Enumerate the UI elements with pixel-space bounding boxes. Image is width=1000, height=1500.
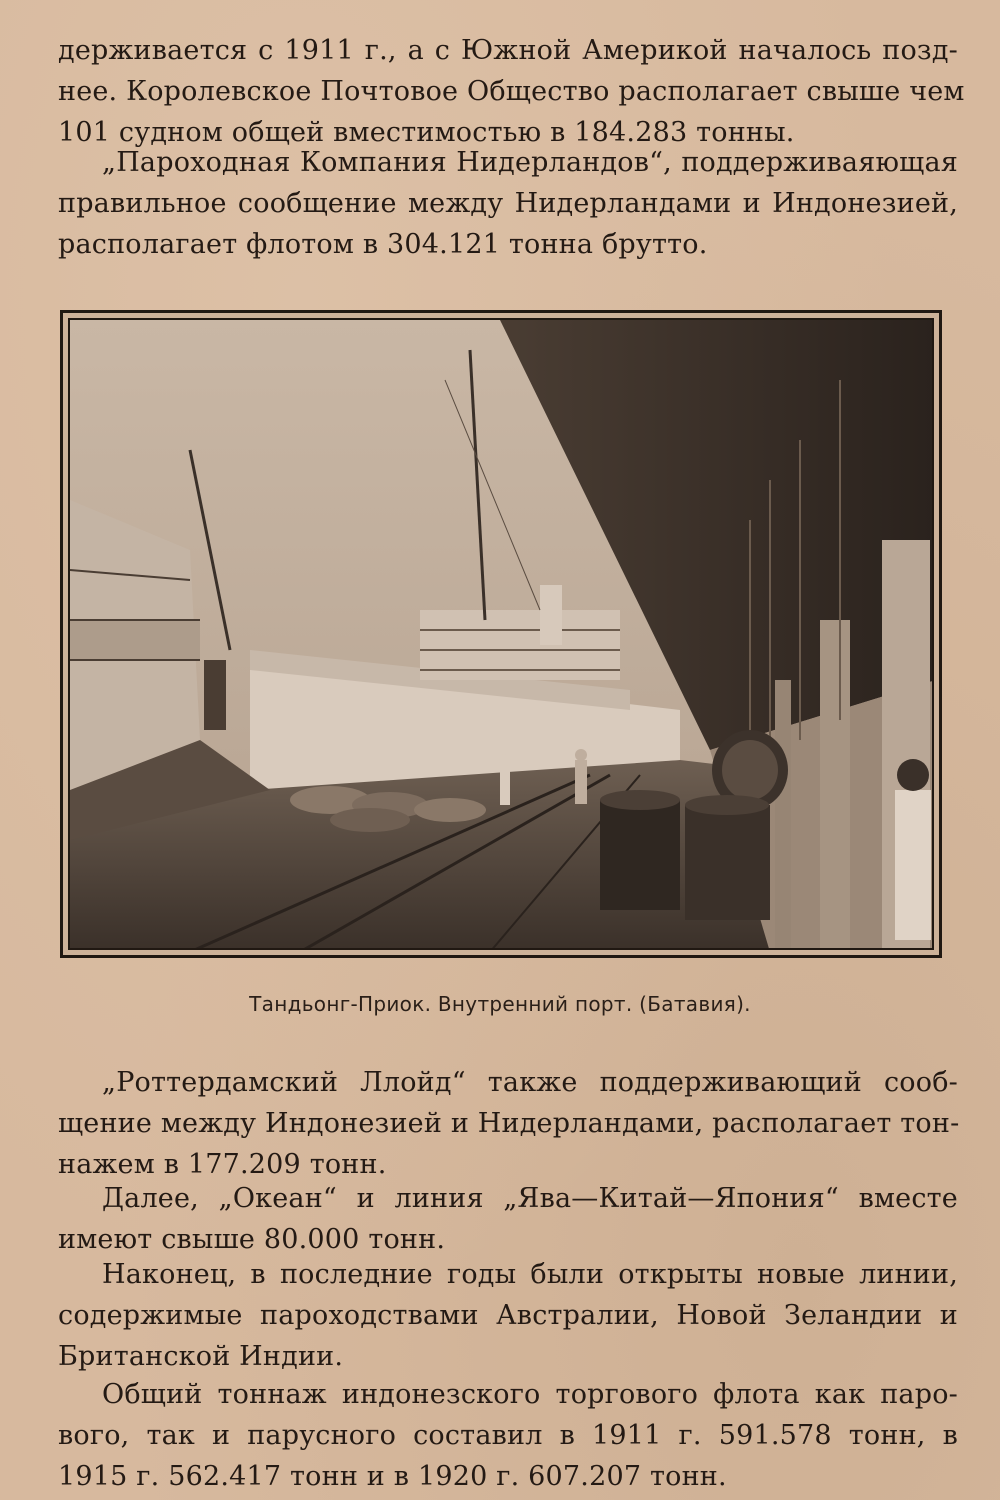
text-line: „Роттердамский Ллойд“ также поддерживающий сооб-	[102, 1067, 958, 1098]
text-line: Британской Индии.	[58, 1341, 344, 1372]
paragraph-new-lines	[58, 1254, 958, 1377]
paragraph-rotterdam-lloyd	[58, 1062, 958, 1185]
text-line: „Пароходная Компания Нидерландов“, поддерживаяющая	[102, 147, 958, 178]
paragraph-ocean-line	[58, 1178, 958, 1260]
text-line: содержимые пароходствами Австралии, Новой Зеландии и	[58, 1300, 958, 1331]
paragraph-netherlands-company	[58, 142, 958, 265]
text-line: держивается с 1911 г., а с Южной Америкой началось позд-	[58, 35, 958, 66]
text-line: располагает флотом в 304.121 тонна брутто.	[58, 229, 708, 260]
text-line: имеют свыше 80.000 тонн.	[58, 1224, 446, 1255]
text-line: нее. Королевское Почтовое Общество располагает свыше чем	[58, 76, 965, 107]
text-line: 1915 г. 562.417 тонн и в 1920 г. 607.207 тонн.	[58, 1461, 727, 1492]
port-photograph	[60, 310, 942, 958]
text-line: Общий тоннаж индонезского торгового флота как паро-	[102, 1379, 958, 1410]
text-line: правильное сообщение между Нидерландами и Индонезией,	[58, 188, 958, 219]
text-line: Далее, „Океан“ и линия „Ява—Китай—Япония“ вместе	[102, 1183, 958, 1214]
figure-caption: Тандьонг-Приок. Внутренний порт. (Батавия).	[249, 992, 751, 1016]
paragraph-total-tonnage	[58, 1374, 958, 1497]
photo-image	[68, 318, 934, 950]
text-line: вого, так и парусного составил в 1911 г. 591.578 тонн, в	[58, 1420, 958, 1451]
paragraph-royal-mail	[58, 30, 965, 153]
text-line: нажем в 177.209 тонн.	[58, 1149, 387, 1180]
text-line: щение между Индонезией и Нидерландами, располагает тон-	[58, 1108, 960, 1139]
text-line: 101 судном общей вместимостью в 184.283 тонны.	[58, 117, 795, 148]
text-line: Наконец, в последние годы были открыты новые линии,	[102, 1259, 958, 1290]
